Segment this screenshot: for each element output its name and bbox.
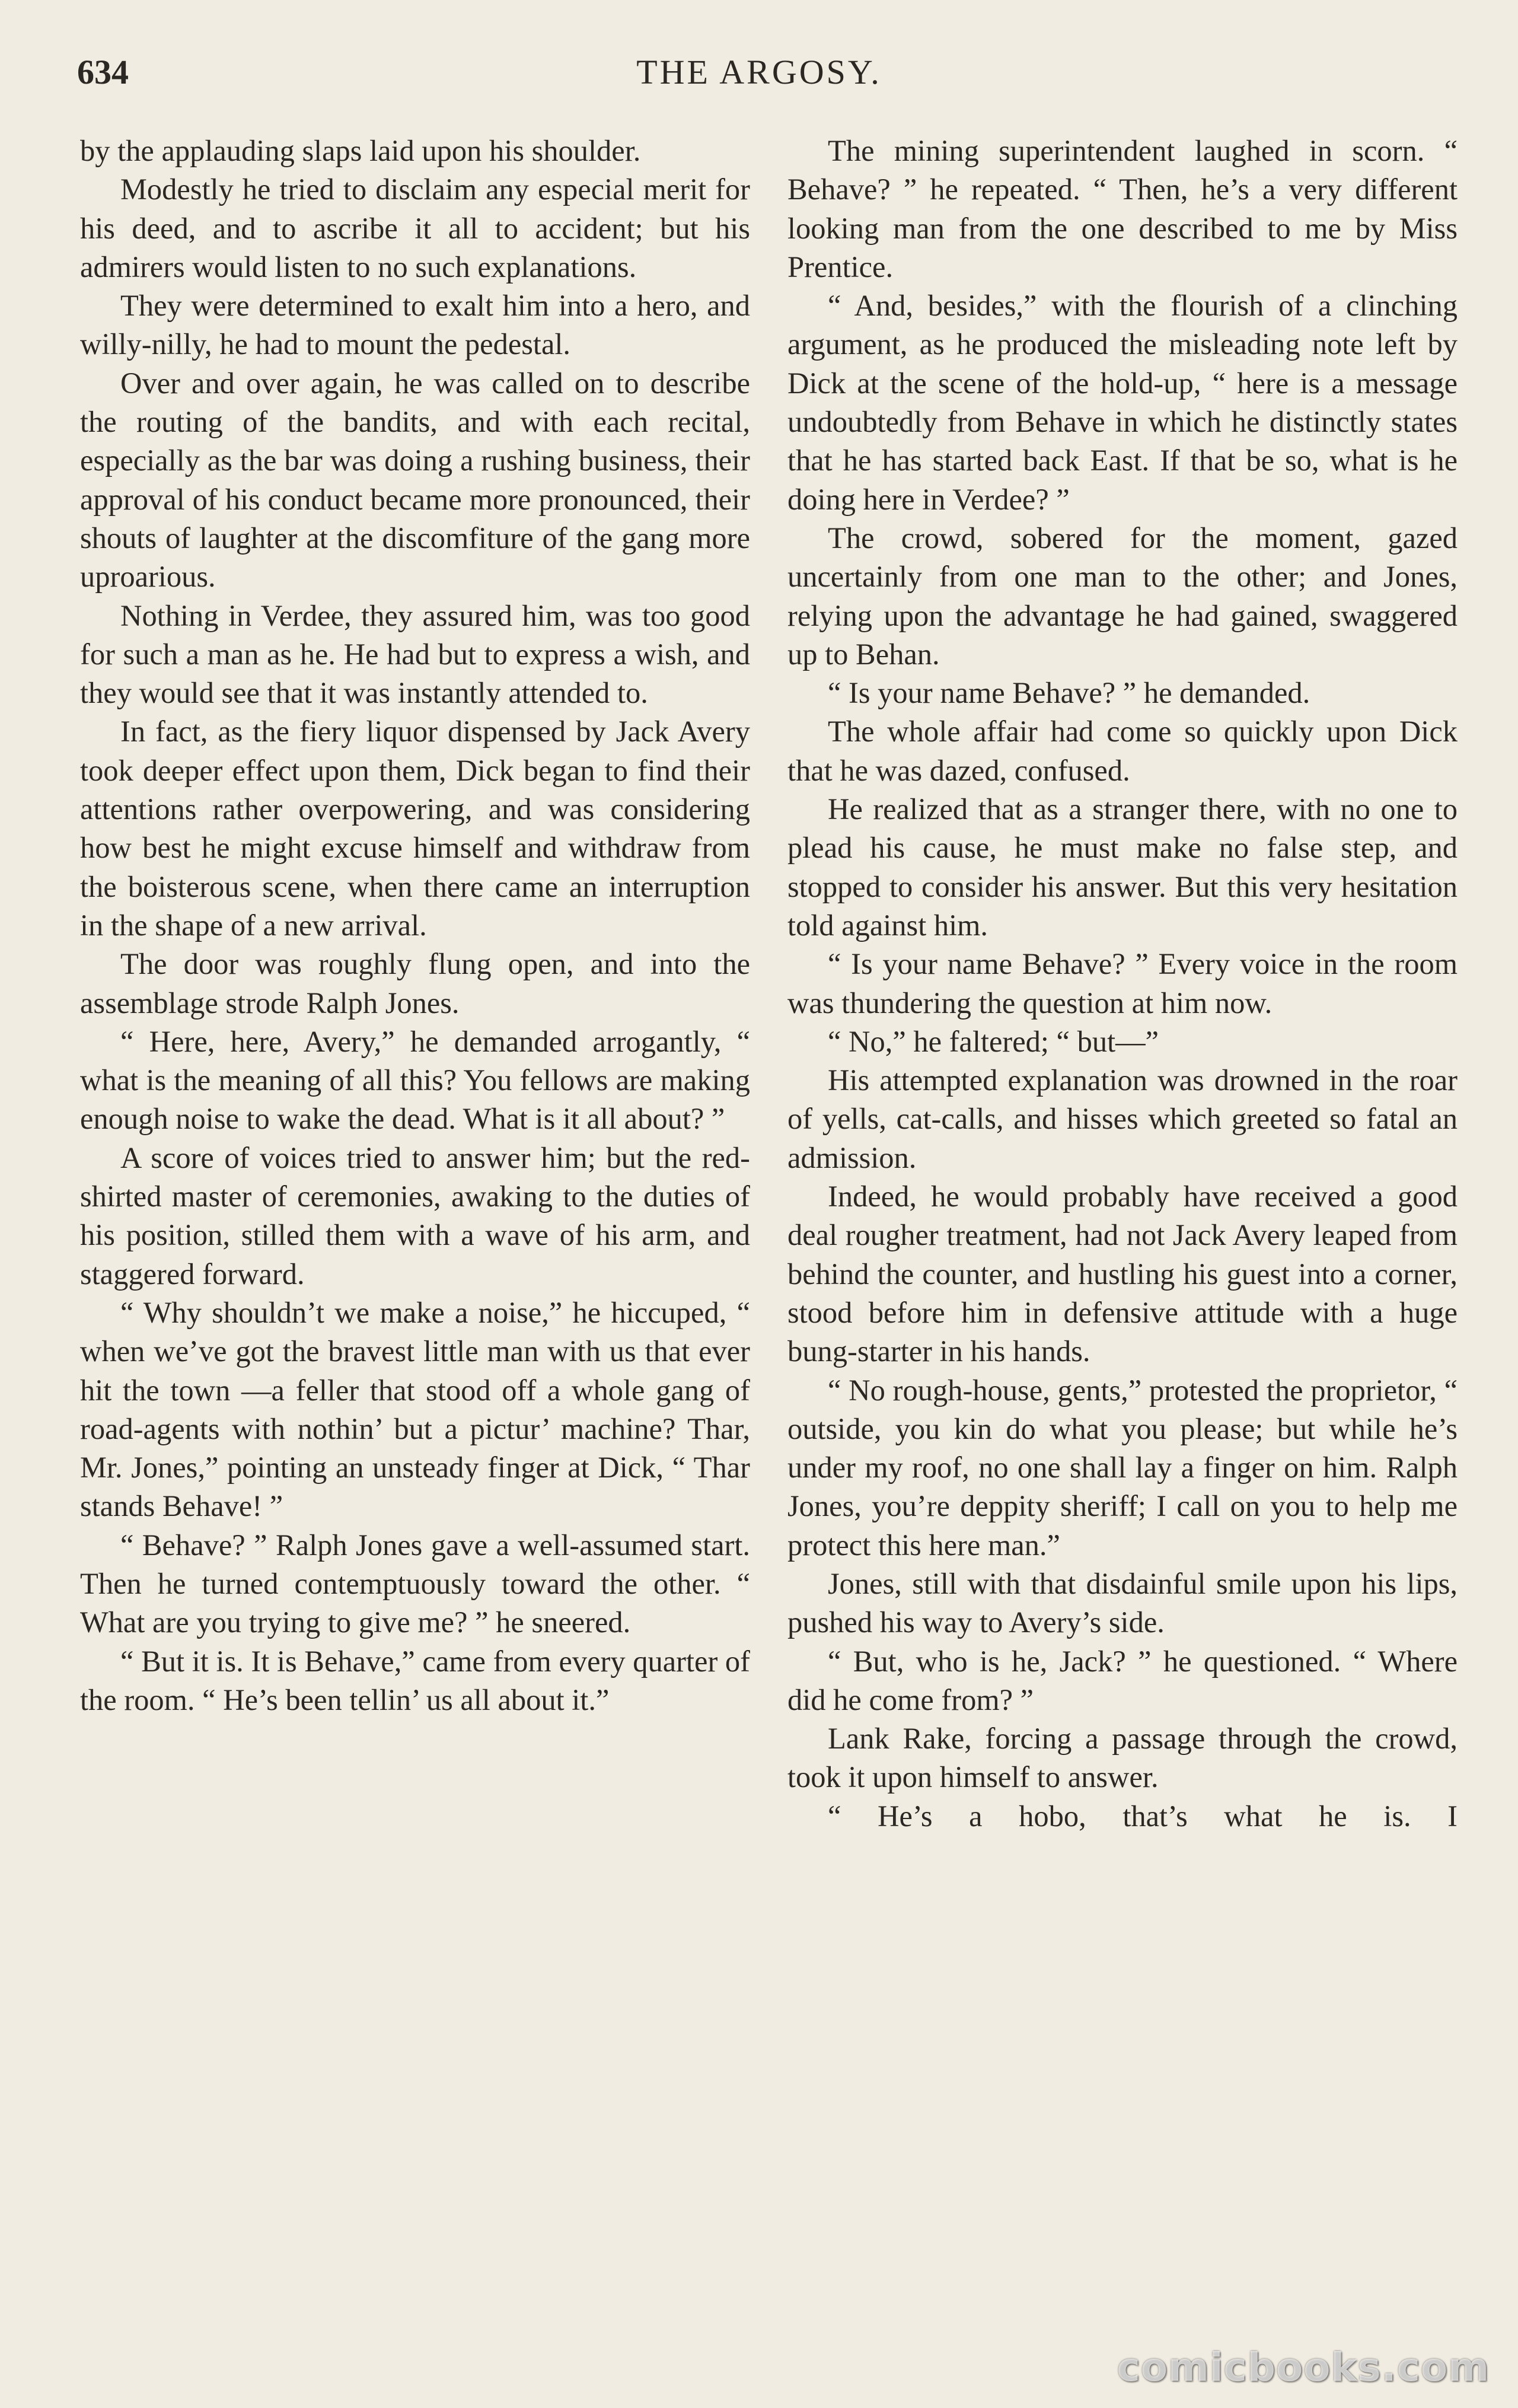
paragraph: by the applauding slaps laid upon his shoulder. bbox=[80, 134, 641, 167]
paragraph: His attempted explanation was drowned in the roar of yells, cat-calls, and hisses which greeted so fatal an admission. bbox=[787, 1063, 1458, 1174]
paragraph: Over and over again, he was called on to describe the routing of the bandits, and with each recital, especially as the bar was doing a rushing business, their approval of his conduct became more pronounced, their shouts of laughter at the discomfiture of the gang more uproarious. bbox=[80, 366, 750, 594]
paragraph: “ No rough-house, gents,” protested the proprietor, “ outside, you kin do what you please; but while he’s under my roof, no one shall lay a finger on him. Ralph Jones, you’re deppity sheriff; I call on you to help me protect this here man.” bbox=[787, 1373, 1458, 1562]
page-number: 634 bbox=[77, 53, 129, 91]
paragraph: “ He’s a hobo, that’s what he is. I bbox=[828, 1799, 1458, 1833]
paragraph: The mining superintendent laughed in scorn. “ Behave? ” he repeated. “ Then, he’s a very different looking man from the one described to me by Miss Prentice. bbox=[787, 134, 1458, 284]
paragraph: The crowd, sobered for the moment, gazed uncertainly from one man to the other; and Jones, relying upon the advantage he had gained, swaggered up to Behan. bbox=[787, 521, 1458, 671]
watermark: comicbooks.com bbox=[1117, 2345, 1490, 2390]
paragraph: In fact, as the fiery liquor dispensed by Jack Avery took deeper effect upon them, Dick began to find their attentions rather overpowering, and was considering how best he might excuse himself and withdraw from the boisterous scene, when there came an interruption in the shape of a new arrival. bbox=[80, 715, 750, 942]
paragraph: “ Behave? ” Ralph Jones gave a well-assumed start. Then he turned contemptuously toward the other. “ What are you trying to give me? ” he sneered. bbox=[80, 1528, 750, 1639]
right-column bbox=[787, 132, 1458, 1836]
paragraph: A score of voices tried to answer him; but the red-shirted master of ceremonies, awaking to the duties of his position, stilled them with a wave of his arm, and staggered forward. bbox=[80, 1141, 750, 1291]
paragraph: “ And, besides,” with the flourish of a clinching argument, as he produced the misleading note left by Dick at the scene of the hold-up, “ here is a message undoubtedly from Behave in which he distinctly states that he has started back East. If that be so, what is he doing here in Verdee? ” bbox=[787, 289, 1458, 516]
paragraph: “ Here, here, Avery,” he demanded arrogantly, “ what is the meaning of all this? You fellows are making enough noise to wake the dead. What is it all about? ” bbox=[80, 1024, 750, 1136]
paragraph: “ Is your name Behave? ” he demanded. bbox=[828, 676, 1310, 710]
paragraph: Indeed, he would probably have received a good deal rougher treatment, had not Jack Avery leaped from behind the counter, and hustling his guest into a corner, stood before him in defensive attitude with a huge bung-starter in his hands. bbox=[787, 1180, 1458, 1368]
paragraph: “ No,” he faltered; “ but—” bbox=[828, 1024, 1159, 1058]
paragraph: The door was roughly flung open, and into the assemblage strode Ralph Jones. bbox=[80, 947, 750, 1020]
paragraph: “ Why shouldn’t we make a noise,” he hiccuped, “ when we’ve got the bravest little man with us that ever hit the town —a feller that stood off a whole gang of road-agents with nothin’ but a pictur’ machine? Thar, Mr. Jones,” pointing an unsteady finger at Dick, “ Thar stands Behave! ” bbox=[80, 1295, 750, 1523]
paragraph: Lank Rake, forcing a passage through the crowd, took it upon himself to answer. bbox=[787, 1722, 1458, 1794]
paragraph: Nothing in Verdee, they assured him, was too good for such a man as he. He had but to express a wish, and they would see that it was instantly attended to. bbox=[80, 598, 750, 710]
paragraph: “ But it is. It is Behave,” came from every quarter of the room. “ He’s been tellin’ us all about it.” bbox=[80, 1644, 750, 1716]
left-column bbox=[80, 132, 750, 1719]
paragraph: Modestly he tried to disclaim any especial merit for his deed, and to ascribe it all to accident; but his admirers would listen to no such explanations. bbox=[80, 173, 750, 284]
paragraph: “ But, who is he, Jack? ” he questioned. “ Where did he come from? ” bbox=[787, 1644, 1458, 1716]
paragraph: Jones, still with that disdainful smile upon his lips, pushed his way to Avery’s side. bbox=[787, 1566, 1458, 1639]
paragraph: “ Is your name Behave? ” Every voice in the room was thundering the question at him now. bbox=[787, 947, 1458, 1020]
running-title: THE ARGOSY. bbox=[636, 53, 882, 91]
paragraph: He realized that as a stranger there, with no one to plead his cause, he must make no false step, and stopped to consider his answer. But this very hesitation told against him. bbox=[787, 792, 1458, 942]
page-header bbox=[77, 52, 1441, 100]
paragraph: They were determined to exalt him into a hero, and willy-nilly, he had to mount the pedestal. bbox=[80, 289, 750, 361]
paragraph: The whole affair had come so quickly upon Dick that he was dazed, confused. bbox=[787, 715, 1458, 787]
